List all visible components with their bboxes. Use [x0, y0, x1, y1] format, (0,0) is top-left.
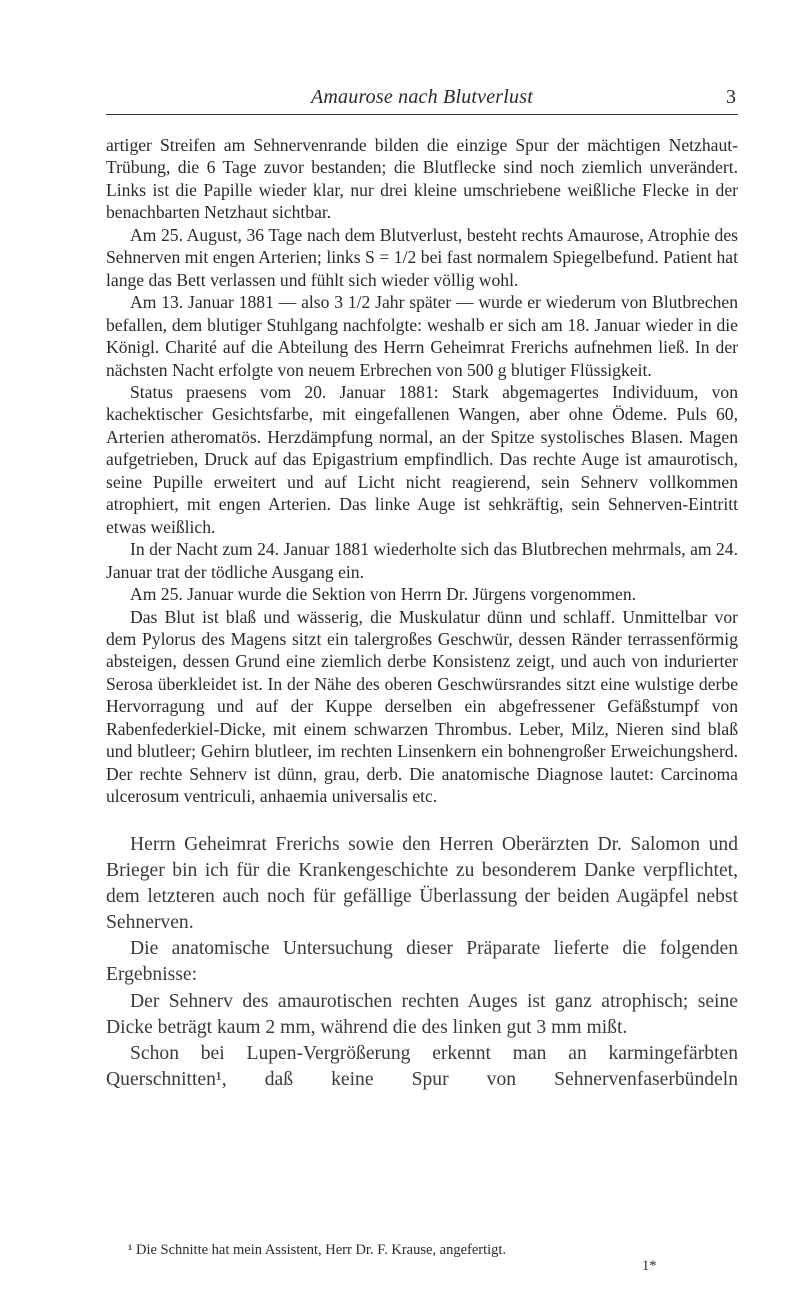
- paragraph: Herrn Geheimrat Frerichs sowie den Herren Oberärzten Dr. Salomon und Brieger bin ich für die Krankengeschichte zu besonderem Danke verpflichtet, dem letzteren auch noch für gefällige Überlassung der beiden Augäpfel nebst Sehnerven.: [106, 834, 738, 934]
- paragraph: In der Nacht zum 24. Januar 1881 wiederholte sich das Blutbrechen mehrmals, am 24. Januar trat der tödliche Ausgang ein.: [106, 539, 738, 582]
- signature-mark: 1*: [642, 1258, 657, 1274]
- paragraph: Der Sehnerv des amaurotischen rechten Auges ist ganz atrophisch; seine Dicke beträgt kaum 2 mm, während die des linken gut 3 mm mißt.: [106, 990, 738, 1038]
- paragraph: artiger Streifen am Sehnervenrande bilden die einzige Spur der mächtigen Netzhaut-Trübung, die 6 Tage zuvor bestanden; die Blutflecke sind noch ziemlich unverändert. Links ist die Papille wieder klar, nur drei kleine umschriebene weißliche Flecke in der benachbarten Netzhaut sichtbar.: [106, 135, 738, 223]
- paragraph: Schon bei Lupen-Vergrößerung erkennt man an karmingefärbten Querschnitten¹, daß keine Spur von Sehnervenfaserbündeln: [106, 1042, 738, 1090]
- paragraph: Am 13. Januar 1881 — also 3 1/2 Jahr später — wurde er wiederum von Blutbrechen befallen, dem blutiger Stuhlgang nachfolgte: weshalb er sich am 18. Januar wieder in die Königl. Charité auf die Abteilung des Herrn Geheimrat Frerichs aufnehmen ließ. In der nächsten Nacht erfolgte von neuem Erbrechen von 500 g blutiger Flüssigkeit.: [106, 292, 738, 380]
- paragraph: Das Blut ist blaß und wässerig, die Muskulatur dünn und schlaff. Unmittelbar vor dem Pylorus des Magens sitzt ein talergroßes Geschwür, dessen Ränder terrassenförmig absteigen, dessen Grund eine ziemlich derbe Konsistenz zeigt, und auch von indurierter Serosa überkleidet ist. In der Nähe des oberen Geschwürsrandes sitzt eine wulstige derbe Hervorragung und auf der Kuppe derselben ein abgefressener Gefäßstumpf von Rabenfederkiel-Dicke, mit einem schwarzen Thrombus. Leber, Milz, Nieren sind blaß und blutleer; Gehirn blutleer, im rechten Linsenkern ein bohnengroßer Erweichungsherd. Der rechte Sehnerv ist dünn, grau, derb. Die anatomische Diagnose lautet: Carcinoma ulcerosum ventriculi, anhaemia universalis etc.: [106, 606, 738, 807]
- case-history-text: [106, 134, 738, 808]
- footnote: ¹ Die Schnitte hat mein Assistent, Herr Dr. F. Krause, angefertigt.: [128, 1242, 507, 1258]
- paragraph: Status praesens vom 20. Januar 1881: Stark abgemagertes Individuum, von kachektischer Gesichtsfarbe, mit eingefallenen Wangen, aber ohne Ödeme. Puls 60, Arterien atheromatös. Herzdämpfung normal, an der Spitze systolisches Blasen. Magen aufgetrieben, Druck auf das Epigastrium empfindlich. Das rechte Auge ist amaurotisch, seine Pupille erweitert und auf Licht nicht reagierend, sein Sehnerv vollkommen atrophiert, mit engen Arterien. Das linke Auge ist sehkräftig, sein Sehnerven-Eintritt etwas weißlich.: [106, 381, 738, 537]
- main-text: [106, 832, 738, 1093]
- paragraph: Am 25. Januar wurde die Sektion von Herrn Dr. Jürgens vorgenommen.: [130, 584, 637, 605]
- paragraph: Am 25. August, 36 Tage nach dem Blutverlust, besteht rechts Amaurose, Atrophie des Sehnerven mit engen Arterien; links S = 1/2 bei fast normalem Spiegelbefund. Patient hat lange das Bett verlassen und fühlt sich wieder völlig wohl.: [106, 224, 738, 290]
- running-header: [106, 84, 738, 115]
- page-number: 3: [726, 86, 736, 108]
- paragraph: Die anatomische Untersuchung dieser Präparate lieferte die folgenden Ergebnisse:: [106, 938, 738, 986]
- running-title: Amaurose nach Blutverlust: [310, 86, 533, 108]
